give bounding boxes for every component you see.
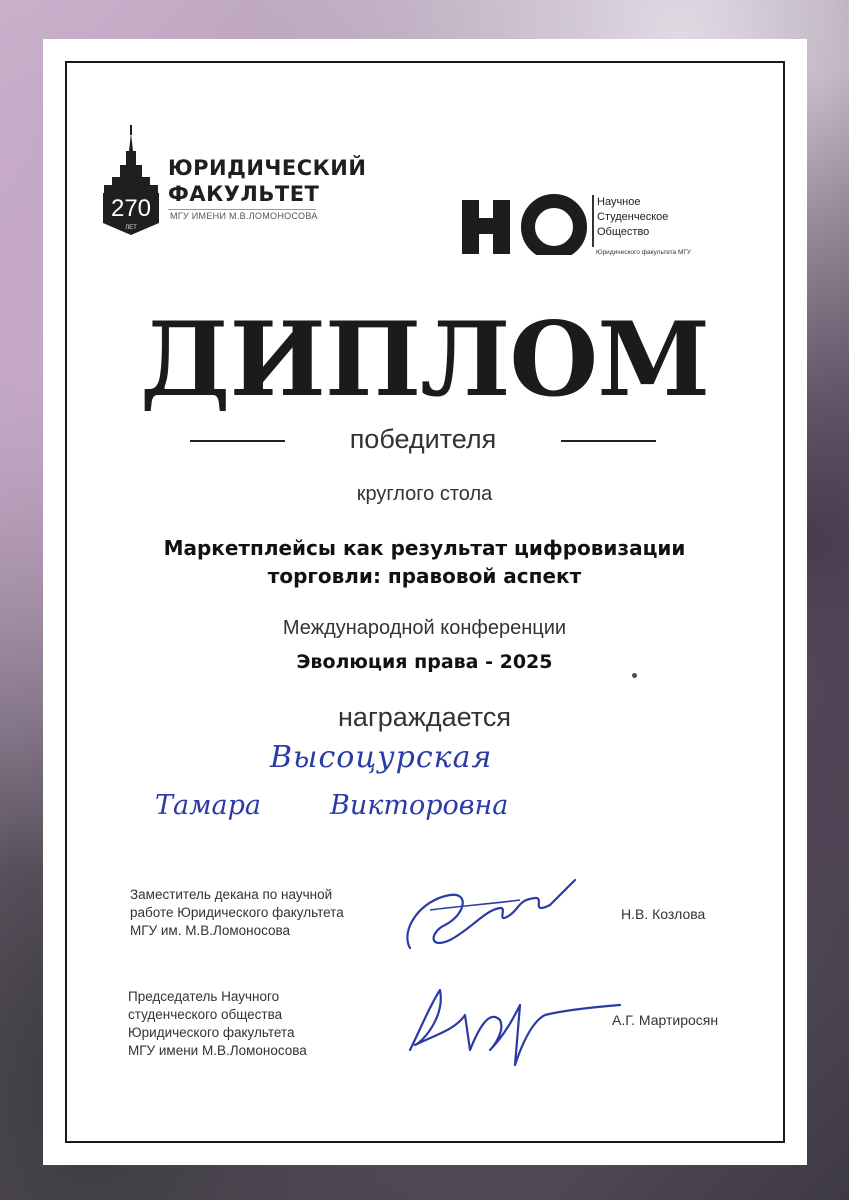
topic-title xyxy=(0,534,849,590)
badge-caption: ЛЕТ xyxy=(125,225,137,231)
signature-1 xyxy=(390,870,590,970)
subtitle-row xyxy=(190,424,656,460)
society-name xyxy=(597,195,668,240)
paper-speck xyxy=(632,673,637,678)
conference-name: Эволюция права - 2025 xyxy=(296,651,553,673)
signatory-1-role xyxy=(130,886,344,940)
society-line2: Студенческое xyxy=(597,211,669,223)
signatory-2-name: А.Г. Мартиросян xyxy=(612,1012,719,1028)
topic-line1: Маркетплейсы как результат цифровизации xyxy=(163,536,686,560)
round-table-label: круглого стола xyxy=(356,483,493,505)
role-line: студенческого общества xyxy=(128,1007,283,1022)
law-faculty-subtitle: МГУ ИМЕНИ М.В.ЛОМОНОСОВА xyxy=(170,211,318,221)
recipient-patronymic: Викторовна xyxy=(330,790,509,821)
awarded-label: награждается xyxy=(338,702,511,732)
divider xyxy=(592,195,594,247)
law-title-line1: ЮРИДИЧЕСКИЙ xyxy=(168,156,367,180)
recipient-given-name: Тамара xyxy=(155,790,261,821)
role-line: МГУ имени М.В.Ломоносова xyxy=(128,1043,307,1058)
society-line1: Научное xyxy=(597,196,641,208)
role-line: МГУ им. М.В.Ломоносова xyxy=(130,923,291,938)
law-faculty-logo xyxy=(100,125,367,235)
diploma-subtitle: победителя xyxy=(349,424,497,454)
role-line: Заместитель декана по научной xyxy=(130,887,333,902)
society-line3: Общество xyxy=(597,226,650,238)
divider xyxy=(168,209,316,210)
topic-line2: торговли: правовой аспект xyxy=(267,564,582,588)
student-society-logo xyxy=(420,155,720,260)
society-caption: Юридического факультета МГУ xyxy=(596,249,692,256)
role-line: Юридического факультета xyxy=(128,1025,295,1040)
signature-2 xyxy=(395,975,625,1070)
divider xyxy=(561,440,656,442)
signatory-2-role xyxy=(128,988,307,1060)
role-line: работе Юридического факультета xyxy=(130,905,344,920)
diploma-title: ДИПЛОМ xyxy=(139,300,710,420)
law-title-line2: ФАКУЛЬТЕТ xyxy=(168,182,320,206)
signatory-1-name: Н.В. Козлова xyxy=(621,906,706,922)
badge-number: 270 xyxy=(110,195,152,222)
nso-mark-icon xyxy=(420,155,590,255)
role-line: Председатель Научного xyxy=(128,989,280,1004)
law-faculty-title xyxy=(168,155,366,207)
conference-label: Международной конференции xyxy=(282,617,567,639)
recipient-surname: Высоцурская xyxy=(270,740,493,775)
